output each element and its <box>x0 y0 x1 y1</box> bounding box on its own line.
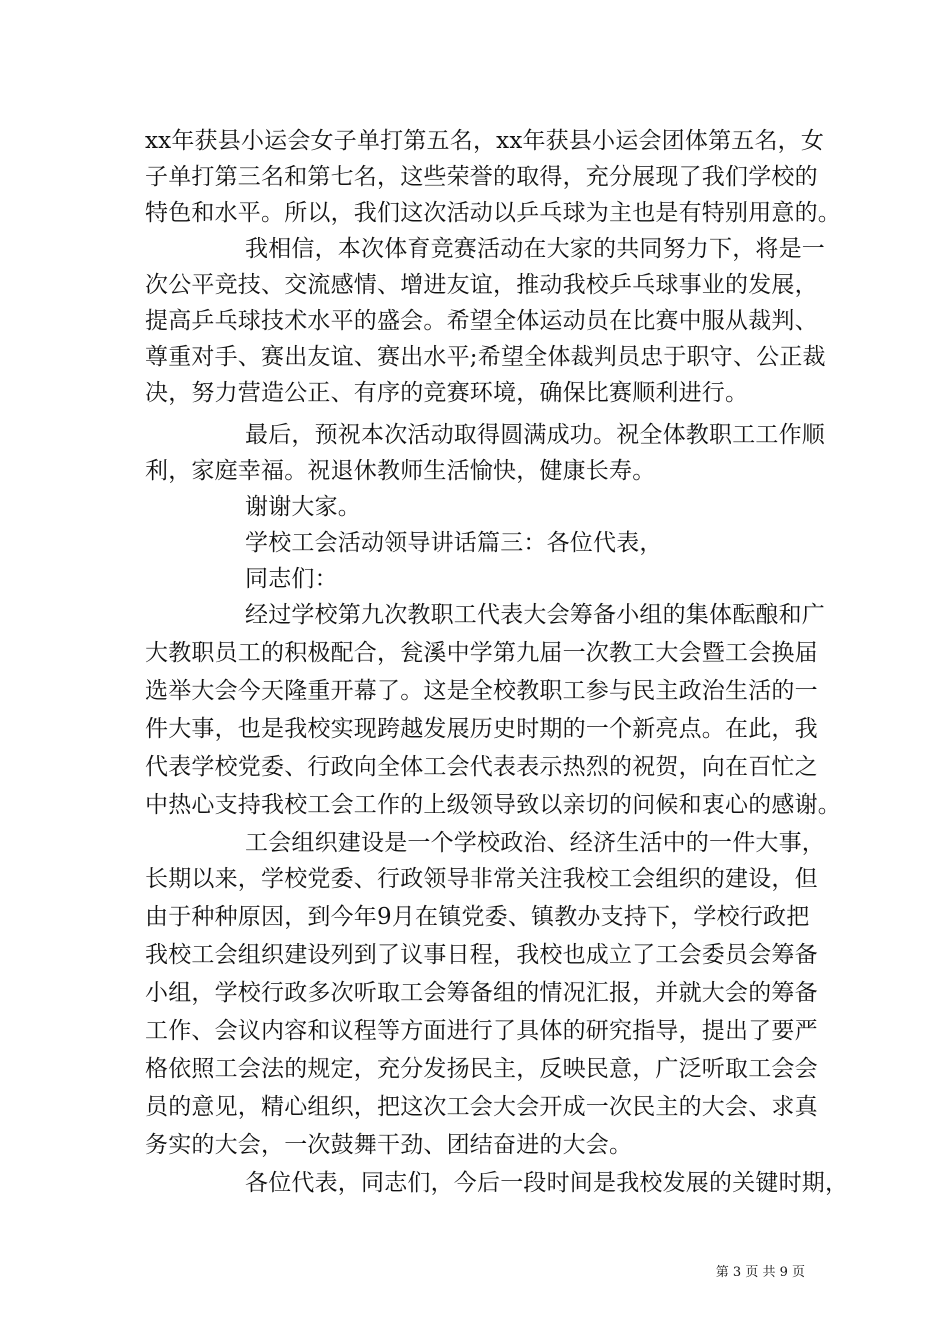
text-line: 学校工会活动领导讲话篇三：各位代表， <box>245 530 663 556</box>
text-line: 次公平竞技、交流感情、增进友谊，推动我校乒乓球事业的发展， <box>145 272 818 298</box>
text-line: 格依照工会法的规定，充分发扬民主，反映民意，广泛听取工会会 <box>145 1056 818 1082</box>
text-line: 谢谢大家。 <box>245 494 361 520</box>
text-line: 利，家庭幸福。祝退休教师生活愉快，健康长寿。 <box>145 458 656 484</box>
text-line: 各位代表，同志们，今后一段时间是我校发展的关键时期， <box>245 1170 849 1196</box>
text-line: 工会组织建设是一个学校政治、经济生活中的一件大事， <box>245 830 825 856</box>
text-line: 代表学校党委、行政向全体工会代表表示热烈的祝贺，向在百忙之 <box>145 754 818 780</box>
text-line: 我相信，本次体育竞赛活动在大家的共同努力下，将是一 <box>245 236 825 262</box>
text-line: xx年获县小运会女子单打第五名，xx年获县小运会团体第五名，女 <box>145 128 825 154</box>
text-line: 件大事，也是我校实现跨越发展历史时期的一个新亮点。在此，我 <box>145 716 818 742</box>
text-line: 经过学校第九次教职工代表大会筹备小组的集体酝酿和广 <box>245 602 825 628</box>
text-line: 员的意见，精心组织，把这次工会大会开成一次民主的大会、求真 <box>145 1094 818 1120</box>
text-line: 大教职员工的积极配合，瓮溪中学第九届一次教工大会暨工会换届 <box>145 640 818 666</box>
page-number: 第 3 页 共 9 页 <box>715 1265 805 1280</box>
text-line: 特色和水平。所以，我们这次活动以乒乓球为主也是有特别用意的。 <box>145 200 841 226</box>
text-line: 长期以来，学校党委、行政领导非常关注我校工会组织的建设，但 <box>145 866 818 892</box>
text-line: 我校工会组织建设列到了议事日程，我校也成立了工会委员会筹备 <box>145 942 818 968</box>
text-line: 小组，学校行政多次听取工会筹备组的情况汇报，并就大会的筹备 <box>145 980 818 1006</box>
text-line: 工作、会议内容和议程等方面进行了具体的研究指导，提出了要严 <box>145 1018 818 1044</box>
text-line: 中热心支持我校工会工作的上级领导致以亲切的问候和衷心的感谢。 <box>145 792 841 818</box>
text-line: 由于种种原因，到今年9月在镇党委、镇教办支持下，学校行政把 <box>145 904 810 930</box>
text-line: 子单打第三名和第七名，这些荣誉的取得，充分展现了我们学校的 <box>145 164 818 190</box>
text-line: 务实的大会，一次鼓舞干劲、团结奋进的大会。 <box>145 1132 633 1158</box>
text-line: 决，努力营造公正、有序的竞赛环境，确保比赛顺利进行。 <box>145 380 749 406</box>
text-line: 提高乒乓球技术水平的盛会。希望全体运动员在比赛中服从裁判、 <box>145 308 818 334</box>
text-line: 尊重对手、赛出友谊、赛出水平;希望全体裁判员忠于职守、公正裁 <box>145 344 826 370</box>
text-line: 同志们： <box>245 566 338 592</box>
text-line: 最后，预祝本次活动取得圆满成功。祝全体教职工工作顺 <box>245 422 825 448</box>
text-line: 选举大会今天隆重开幕了。这是全校教职工参与民主政治生活的一 <box>145 678 818 704</box>
